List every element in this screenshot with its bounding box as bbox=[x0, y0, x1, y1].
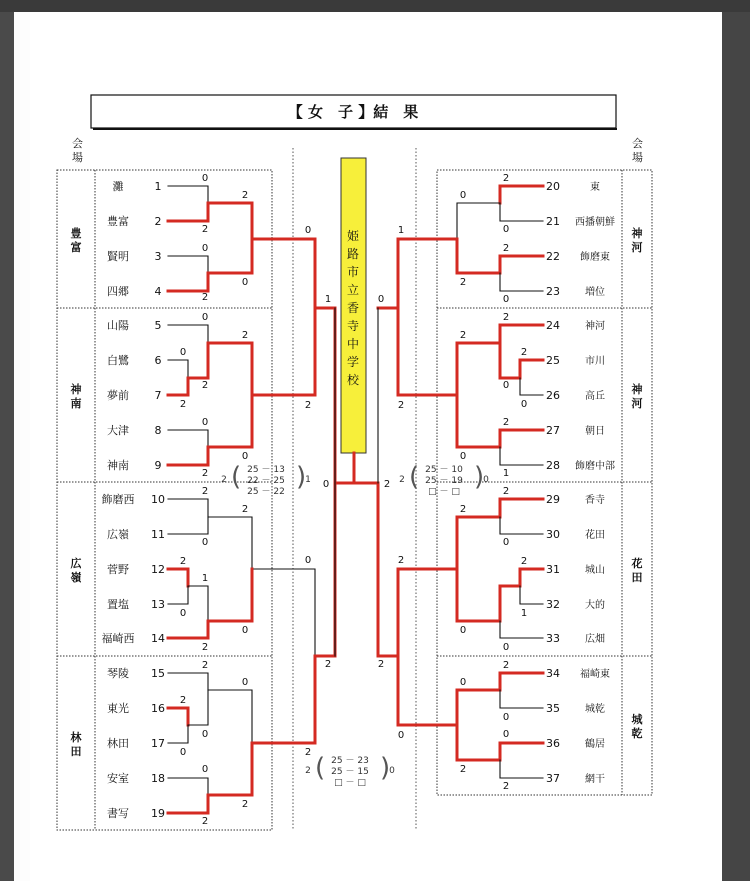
round-score: 0 bbox=[201, 417, 209, 428]
round-score: 0 bbox=[502, 642, 510, 653]
right-team-name: 網干 bbox=[585, 774, 605, 785]
right-team-name: 福崎東 bbox=[580, 669, 610, 680]
champion-char: 姫 bbox=[346, 229, 360, 243]
right-team-name: 市川 bbox=[585, 356, 605, 367]
left-team-name: 神南 bbox=[107, 459, 129, 472]
bracket-line bbox=[168, 256, 208, 273]
round-score: 1 bbox=[324, 294, 332, 305]
left-team-number: 2 bbox=[154, 215, 162, 228]
round-score: 0 bbox=[179, 747, 187, 758]
round-score: 0 bbox=[241, 451, 249, 462]
left-team-number: 8 bbox=[154, 424, 162, 437]
paren-open: ( bbox=[231, 462, 242, 492]
set-score-row: 25 － 19 bbox=[425, 476, 463, 486]
left-team-name: 広嶺 bbox=[107, 528, 129, 541]
left-team-number: 19 bbox=[151, 807, 165, 820]
left-team-name: 琴陵 bbox=[107, 667, 129, 680]
round-score: 1 bbox=[397, 225, 405, 236]
left-team-name: 四郷 bbox=[107, 285, 129, 298]
round-score: 2 bbox=[502, 173, 510, 184]
set-score-row: 25 － 23 bbox=[331, 756, 369, 766]
round-score: 0 bbox=[377, 294, 385, 305]
paren-close: ) bbox=[474, 462, 485, 492]
round-score: 0 bbox=[502, 729, 510, 740]
right-team-number: 36 bbox=[546, 737, 560, 750]
left-team-number: 16 bbox=[151, 702, 165, 715]
left-venue-name: 広 bbox=[70, 557, 82, 570]
bracket-line bbox=[500, 273, 543, 291]
set-score-row: 25 － 15 bbox=[331, 767, 369, 777]
round-score: 0 bbox=[201, 537, 209, 548]
round-score: 2 bbox=[201, 660, 209, 671]
round-score: 0 bbox=[201, 243, 209, 254]
round-score: 0 bbox=[201, 729, 209, 740]
left-team-name: 東光 bbox=[107, 702, 129, 715]
right-venue-name: 花 bbox=[631, 557, 643, 570]
left-team-number: 5 bbox=[154, 319, 162, 332]
round-score: 0 bbox=[459, 451, 467, 462]
right-venue-name: 田 bbox=[631, 571, 643, 584]
bracket-line bbox=[168, 586, 208, 621]
right-team-number: 30 bbox=[546, 528, 560, 541]
winner-path bbox=[457, 569, 543, 621]
left-team-number: 1 bbox=[154, 180, 162, 193]
right-team-name: 城乾 bbox=[585, 704, 605, 715]
right-team-name: 広畑 bbox=[585, 634, 605, 645]
round-score: 2 bbox=[502, 486, 510, 497]
round-score: 2 bbox=[377, 659, 385, 670]
right-team-number: 23 bbox=[546, 285, 560, 298]
round-score: 0 bbox=[201, 764, 209, 775]
right-venue-name: 河 bbox=[631, 241, 643, 254]
bracket-line bbox=[500, 447, 543, 465]
right-team-number: 22 bbox=[546, 250, 560, 263]
left-team-number: 11 bbox=[151, 528, 165, 541]
bracket-line bbox=[168, 430, 208, 447]
bracket-line bbox=[168, 325, 208, 343]
round-score: 2 bbox=[459, 504, 467, 515]
bracket-line bbox=[457, 203, 543, 239]
right-team-number: 26 bbox=[546, 389, 560, 402]
round-score: 2 bbox=[201, 486, 209, 497]
round-score: 0 bbox=[502, 224, 510, 235]
round-score: 2 bbox=[459, 764, 467, 775]
round-score: 2 bbox=[397, 555, 405, 566]
right-team-number: 37 bbox=[546, 772, 560, 785]
round-score: 2 bbox=[502, 781, 510, 792]
round-score: 2 bbox=[304, 747, 312, 758]
right-venue-name: 城 bbox=[631, 713, 643, 726]
round-score: 0 bbox=[241, 625, 249, 636]
bracket-line bbox=[168, 186, 208, 203]
left-team-name: 大津 bbox=[107, 424, 129, 437]
winner-path bbox=[457, 395, 543, 447]
round-score: 2 bbox=[459, 330, 467, 341]
left-team-name: 安室 bbox=[107, 772, 129, 785]
left-team-number: 18 bbox=[151, 772, 165, 785]
left-venue-name: 田 bbox=[70, 745, 82, 758]
set-wins: 2 bbox=[221, 475, 227, 485]
right-team-name: 飾磨東 bbox=[580, 252, 610, 263]
right-team-name: 神河 bbox=[585, 321, 605, 332]
left-venue-name: 富 bbox=[70, 241, 82, 254]
right-venue-name: 河 bbox=[631, 397, 643, 410]
round-score: 0 bbox=[520, 399, 528, 410]
right-team-name: 朝日 bbox=[585, 426, 605, 437]
round-score: 2 bbox=[241, 504, 249, 515]
set-score-row: 22 － 25 bbox=[247, 476, 285, 486]
round-score: 0 bbox=[459, 190, 467, 201]
winner-path bbox=[168, 708, 188, 725]
champion-char: 路 bbox=[346, 247, 360, 261]
champion-name bbox=[347, 229, 360, 387]
left-team-name: 夢前 bbox=[107, 389, 129, 402]
round-score: 2 bbox=[201, 468, 209, 479]
page-title: 【 女 子 】結 果 bbox=[287, 103, 419, 121]
left-team-name: 書写 bbox=[107, 807, 129, 820]
round-score: 0 bbox=[322, 479, 330, 490]
right-venue-name: 神 bbox=[631, 227, 643, 240]
round-score: 0 bbox=[502, 712, 510, 723]
left-team-number: 4 bbox=[154, 285, 162, 298]
set-wins: 2 bbox=[305, 766, 311, 776]
round-score: 2 bbox=[201, 292, 209, 303]
left-team-number: 14 bbox=[151, 632, 165, 645]
left-team-number: 6 bbox=[154, 354, 162, 367]
right-team-number: 20 bbox=[546, 180, 560, 193]
round-score: 0 bbox=[304, 555, 312, 566]
bracket-line bbox=[500, 690, 543, 708]
bracket-line bbox=[168, 517, 208, 534]
round-score: 2 bbox=[324, 659, 332, 670]
right-team-table bbox=[437, 170, 652, 795]
set-score-row: □ － □ bbox=[334, 778, 366, 788]
right-team-name: 東 bbox=[590, 182, 600, 193]
round-score: 2 bbox=[179, 399, 187, 410]
round-score: 2 bbox=[179, 695, 187, 706]
right-team-name: 大的 bbox=[585, 600, 605, 611]
right-team-name: 西播朝鮮 bbox=[575, 217, 615, 228]
left-team-name: 山陽 bbox=[107, 319, 129, 332]
round-score: 2 bbox=[201, 816, 209, 827]
champion-char: 寺 bbox=[346, 319, 360, 333]
left-venue-name: 林 bbox=[70, 731, 82, 744]
left-team-name: 豊富 bbox=[107, 215, 129, 228]
round-score: 0 bbox=[502, 380, 510, 391]
round-score: 0 bbox=[201, 312, 209, 323]
winner-path bbox=[500, 186, 543, 203]
set-score-row: 25 － 10 bbox=[425, 465, 463, 475]
left-team-number: 13 bbox=[151, 598, 165, 611]
right-team-number: 31 bbox=[546, 563, 560, 576]
left-venue-name: 南 bbox=[70, 397, 82, 410]
bracket-line bbox=[520, 378, 543, 395]
left-venue-name: 嶺 bbox=[70, 571, 82, 584]
winner-path bbox=[356, 483, 543, 656]
set-wins: 2 bbox=[399, 475, 405, 485]
round-score: 2 bbox=[502, 660, 510, 671]
right-team-number: 33 bbox=[546, 632, 560, 645]
round-score: 1 bbox=[201, 573, 209, 584]
venue-label-left-1: 会 bbox=[72, 137, 83, 150]
round-score: 0 bbox=[502, 537, 510, 548]
round-score: 2 bbox=[520, 347, 528, 358]
champion-char: 校 bbox=[346, 373, 360, 387]
set-score-row: 25 － 13 bbox=[247, 465, 285, 475]
champion-char: 立 bbox=[346, 283, 360, 297]
paren-open: ( bbox=[315, 753, 326, 783]
right-team-number: 25 bbox=[546, 354, 560, 367]
champion-char: 香 bbox=[346, 301, 360, 315]
round-score: 2 bbox=[520, 556, 528, 567]
set-losses: 0 bbox=[483, 475, 489, 485]
right-team-name: 増位 bbox=[585, 287, 605, 298]
venue-label-right-1: 会 bbox=[632, 137, 643, 150]
round-score: 1 bbox=[502, 468, 510, 479]
left-team-number: 10 bbox=[151, 493, 165, 506]
bracket-line bbox=[168, 778, 208, 795]
round-score: 0 bbox=[241, 277, 249, 288]
round-score: 0 bbox=[502, 294, 510, 305]
bracket-line bbox=[168, 360, 188, 378]
left-team-number: 3 bbox=[154, 250, 162, 263]
right-venue-name: 神 bbox=[631, 383, 643, 396]
left-team-number: 7 bbox=[154, 389, 162, 402]
left-team-name: 灘 bbox=[112, 180, 124, 193]
right-team-name: 城山 bbox=[585, 565, 605, 576]
winner-path bbox=[168, 569, 188, 586]
bracket-line bbox=[500, 517, 543, 534]
right-team-name: 香寺 bbox=[585, 495, 605, 506]
right-team-number: 27 bbox=[546, 424, 560, 437]
round-score: 0 bbox=[179, 347, 187, 358]
right-team-number: 32 bbox=[546, 598, 560, 611]
round-score: 2 bbox=[397, 400, 405, 411]
round-score: 2 bbox=[502, 243, 510, 254]
round-score: 0 bbox=[459, 625, 467, 636]
round-score: 2 bbox=[179, 556, 187, 567]
right-team-name: 花田 bbox=[585, 530, 605, 541]
round-score: 0 bbox=[397, 730, 405, 741]
winner-path bbox=[168, 239, 252, 291]
set-score-row: 25 － 22 bbox=[247, 487, 285, 497]
left-team-number: 12 bbox=[151, 563, 165, 576]
bracket-line bbox=[500, 621, 543, 638]
round-score: 2 bbox=[201, 380, 209, 391]
set-losses: 1 bbox=[305, 475, 311, 485]
right-team-name: 飾磨中部 bbox=[575, 461, 615, 472]
round-score: 0 bbox=[179, 608, 187, 619]
round-score: 2 bbox=[241, 330, 249, 341]
left-team-name: 林田 bbox=[107, 737, 129, 750]
round-score: 0 bbox=[201, 173, 209, 184]
right-venue-name: 乾 bbox=[631, 727, 643, 740]
right-team-number: 21 bbox=[546, 215, 560, 228]
round-score: 2 bbox=[304, 400, 312, 411]
right-team-name: 鶴居 bbox=[585, 739, 605, 750]
round-score: 1 bbox=[520, 608, 528, 619]
left-team-name: 賢明 bbox=[107, 250, 129, 263]
round-score: 2 bbox=[241, 190, 249, 201]
winner-path bbox=[378, 239, 543, 308]
left-team-number: 17 bbox=[151, 737, 165, 750]
left-team-name: 飾磨西 bbox=[101, 493, 135, 506]
champion-char: 中 bbox=[346, 337, 360, 351]
left-venue-name: 豊 bbox=[70, 227, 82, 240]
round-score: 2 bbox=[459, 277, 467, 288]
left-team-name: 菅野 bbox=[107, 563, 129, 576]
venue-label-right-2: 場 bbox=[632, 151, 643, 164]
right-team-number: 24 bbox=[546, 319, 560, 332]
champion-char: 学 bbox=[346, 355, 360, 369]
right-team-name: 高丘 bbox=[585, 391, 605, 402]
winner-path bbox=[398, 656, 543, 725]
winner-path bbox=[168, 203, 354, 483]
winner-path bbox=[457, 725, 543, 760]
round-score: 2 bbox=[502, 417, 510, 428]
left-team-name: 置塩 bbox=[107, 598, 129, 611]
venue-label-left-2: 場 bbox=[72, 151, 83, 164]
left-team-name: 白鷺 bbox=[107, 354, 129, 367]
set-losses: 0 bbox=[389, 766, 395, 776]
left-team-number: 9 bbox=[154, 459, 162, 472]
round-score: 2 bbox=[241, 799, 249, 810]
bracket-line bbox=[500, 760, 543, 778]
set-score-row: □ － □ bbox=[428, 487, 460, 497]
left-team-name: 福崎西 bbox=[101, 632, 135, 645]
paren-close: ) bbox=[380, 753, 391, 783]
round-score: 0 bbox=[241, 677, 249, 688]
champion-char: 市 bbox=[346, 265, 360, 279]
right-team-number: 28 bbox=[546, 459, 560, 472]
right-team-number: 34 bbox=[546, 667, 560, 680]
round-score: 0 bbox=[304, 225, 312, 236]
round-score: 2 bbox=[201, 642, 209, 653]
right-team-number: 35 bbox=[546, 702, 560, 715]
bracket-line bbox=[520, 586, 543, 604]
round-score: 2 bbox=[502, 312, 510, 323]
paren-close: ) bbox=[296, 462, 307, 492]
round-score: 2 bbox=[201, 224, 209, 235]
right-team-number: 29 bbox=[546, 493, 560, 506]
left-team-number: 15 bbox=[151, 667, 165, 680]
round-score: 2 bbox=[383, 479, 391, 490]
paren-open: ( bbox=[409, 462, 420, 492]
left-venue-name: 神 bbox=[70, 383, 82, 396]
round-score: 0 bbox=[459, 677, 467, 688]
